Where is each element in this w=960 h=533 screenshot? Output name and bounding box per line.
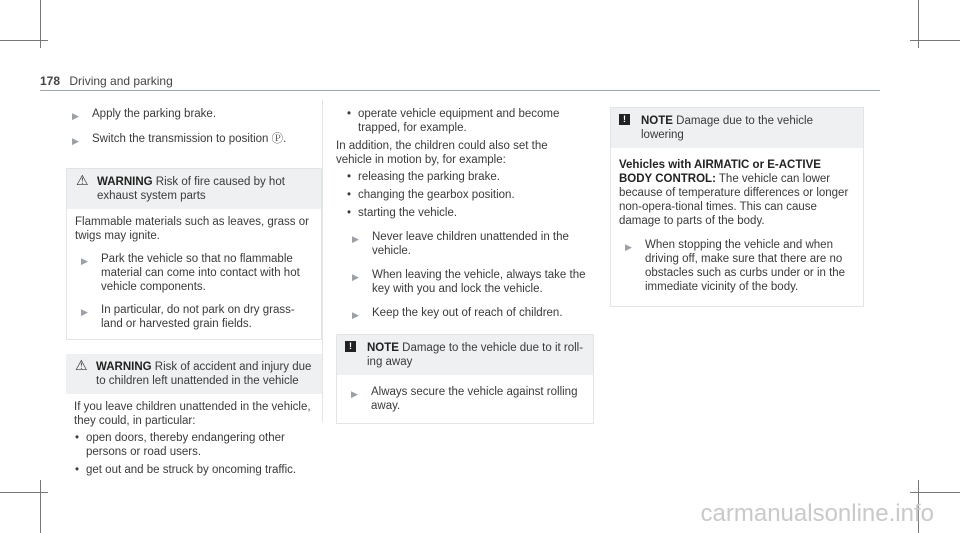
warning-title: Risk of fire caused by hot exhaust system parts <box>97 176 285 202</box>
note-label: NOTE <box>641 115 673 127</box>
step-item: ▶ Park the vehicle so that no flammable material can come into contact with hot vehicle components. <box>81 253 300 293</box>
bullet-icon: • <box>347 207 352 219</box>
crop-mark <box>0 40 48 41</box>
note-body <box>611 148 863 306</box>
arrow-icon: ▶ <box>351 389 358 399</box>
step-item: ▶ Always secure the vehicle against rolling away. <box>351 386 578 412</box>
header-rule <box>40 90 880 91</box>
column-1 <box>66 107 322 489</box>
note-box <box>610 107 864 307</box>
warning-label: WARNING <box>96 361 152 373</box>
warning-header <box>66 354 322 394</box>
section-title: Driving and parking <box>69 74 173 88</box>
warning-body <box>66 394 322 489</box>
exclamation-icon: ! <box>619 114 630 125</box>
column-2 <box>336 107 594 424</box>
warning-title: Risk of accident and injury due to children left unattended in the vehicle <box>96 361 312 387</box>
step-item: ▶ In particular, do not park on dry grass-land or harvested grain fields. <box>81 304 295 330</box>
step-item: ▶ Never leave children unattended in the vehicle. <box>352 231 569 257</box>
note-label: NOTE <box>367 342 399 354</box>
note-body <box>337 375 593 423</box>
arrow-icon: ▶ <box>81 307 88 317</box>
crop-mark <box>0 492 48 493</box>
body-text: In addition, the children could also set the vehicle in motion by, for example: <box>336 140 548 166</box>
warning-body <box>67 209 321 339</box>
bullet-icon: • <box>75 432 80 444</box>
note-header <box>337 335 593 375</box>
bullet-icon: • <box>75 464 80 476</box>
arrow-icon: ▶ <box>352 272 359 282</box>
bullet-item: • changing the gearbox position. <box>347 189 515 201</box>
warning-text: If you leave children unattended in the vehicle, they could, in particular: <box>74 401 311 427</box>
warning-triangle-icon: ⚠ <box>76 172 89 188</box>
warning-triangle-icon: ⚠ <box>75 357 88 373</box>
bullet-icon: • <box>347 108 352 120</box>
arrow-icon: ▶ <box>81 256 88 266</box>
note-text <box>619 158 855 228</box>
bullet-item: • releasing the parking brake. <box>347 171 500 183</box>
crop-mark <box>910 492 960 493</box>
bullet-item: • get out and be struck by oncoming traffic. <box>75 464 297 476</box>
warning-header <box>67 169 321 209</box>
column-divider <box>322 100 323 422</box>
note-box <box>336 334 594 424</box>
watermark: carmanualsonline.info <box>700 500 934 527</box>
warning-box <box>66 168 322 340</box>
arrow-icon: ▶ <box>352 310 359 320</box>
note-bold-label: Vehicles with AIRMATIC or E-ACTIVE BODY CONTROL: <box>619 159 821 185</box>
page-number: 178 <box>40 74 61 88</box>
crop-mark <box>40 480 41 533</box>
step-item: ▶ When leaving the vehicle, always take the key with you and lock the vehicle. <box>352 269 586 295</box>
arrow-icon: ▶ <box>72 136 79 146</box>
warning-label: WARNING <box>97 176 153 188</box>
bullet-item: • operate vehicle equipment and become trapped, for example. <box>347 108 560 134</box>
bullet-icon: • <box>347 189 352 201</box>
arrow-icon: ▶ <box>72 111 79 121</box>
note-header <box>611 108 863 148</box>
arrow-icon: ▶ <box>625 242 632 252</box>
column-3 <box>610 107 864 307</box>
bullet-item: • starting the vehicle. <box>347 207 458 219</box>
step-item: ▶ Apply the parking brake. <box>72 108 217 121</box>
exclamation-icon: ! <box>345 341 356 352</box>
page-header <box>40 74 173 88</box>
note-description: The vehicle can lower because of temperature differences or longer non-opera-tional times. This can cause damage to parts of the body. <box>619 173 849 227</box>
warning-block <box>66 354 322 489</box>
bullet-icon: • <box>347 171 352 183</box>
crop-mark <box>910 40 960 41</box>
note-title: Damage to the vehicle due to it roll-ing away <box>367 342 584 368</box>
bullet-item: • open doors, thereby endangering other persons or road users. <box>75 432 285 458</box>
note-title: Damage due to the vehicle lowering <box>641 115 813 141</box>
step-item: ▶ Keep the key out of reach of children. <box>352 307 563 320</box>
step-item: ▶ When stopping the vehicle and when driving off, make sure that there are no obstacles such as curbs under or in the immediate vicinity of the body. <box>625 239 846 293</box>
warning-text: Flammable materials such as leaves, grass or twigs may ignite. <box>75 216 309 242</box>
arrow-icon: ▶ <box>352 234 359 244</box>
step-item: ▶ Switch the transmission to position Ⓟ. <box>72 133 287 146</box>
